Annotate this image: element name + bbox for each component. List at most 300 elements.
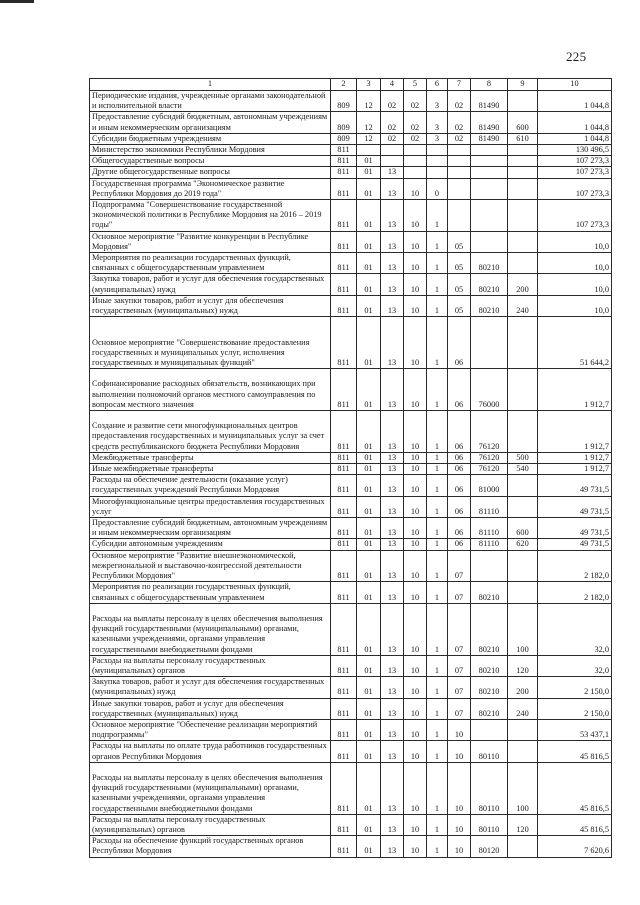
row-code-subsection: 13 <box>381 369 404 411</box>
row-code-program: 10 <box>404 550 427 582</box>
header-col-9: 9 <box>508 79 538 91</box>
header-col-7: 7 <box>448 79 471 91</box>
row-code-ministry: 811 <box>331 317 357 369</box>
table-row <box>90 603 612 655</box>
row-code-direction: 81110 <box>471 518 508 539</box>
row-code-ministry: 811 <box>331 369 357 411</box>
row-code-section: 01 <box>357 295 381 316</box>
table-row <box>90 762 612 814</box>
header-col-5: 5 <box>404 79 427 91</box>
table-row <box>90 145 612 156</box>
row-amount: 10,0 <box>538 295 612 316</box>
row-code-expense-type <box>508 253 538 274</box>
row-code-subsection: 13 <box>381 452 404 463</box>
row-code-direction: 80210 <box>471 253 508 274</box>
row-name: Субсидии бюджетным учреждениям <box>90 133 331 144</box>
row-code-section: 01 <box>357 178 381 199</box>
row-code-section: 01 <box>357 698 381 719</box>
row-code-section: 01 <box>357 762 381 814</box>
row-code-ministry: 811 <box>331 836 357 857</box>
row-amount: 10,0 <box>538 231 612 252</box>
row-code-program: 10 <box>404 475 427 496</box>
table-header-row <box>90 79 612 91</box>
row-amount: 107 273,3 <box>538 200 612 232</box>
row-code-activity: 06 <box>448 317 471 369</box>
table-row <box>90 814 612 835</box>
row-code-subprogram: 1 <box>427 539 448 550</box>
table-row <box>90 452 612 463</box>
row-code-direction: 80210 <box>471 603 508 655</box>
row-code-subprogram: 1 <box>427 274 448 295</box>
row-code-section: 01 <box>357 496 381 517</box>
row-code-activity: 07 <box>448 582 471 603</box>
row-code-subprogram: 1 <box>427 550 448 582</box>
row-code-program: 10 <box>404 411 427 453</box>
row-code-ministry: 811 <box>331 655 357 676</box>
row-code-activity: 07 <box>448 677 471 698</box>
row-code-subprogram <box>427 167 448 178</box>
row-code-subprogram: 1 <box>427 518 448 539</box>
row-code-ministry: 811 <box>331 475 357 496</box>
row-code-activity: 06 <box>448 452 471 463</box>
row-code-subsection: 13 <box>381 496 404 517</box>
row-name: Создание и развитие сети многофункциональных центров предоставления государственных и муниципальных услуг за счет средств республиканского бюджета Республики Мордовия <box>90 411 331 453</box>
table-row <box>90 836 612 857</box>
row-code-subprogram: 1 <box>427 603 448 655</box>
table-row <box>90 496 612 517</box>
row-code-subsection: 13 <box>381 655 404 676</box>
row-code-expense-type: 540 <box>508 464 538 475</box>
header-col-1: 1 <box>90 79 331 91</box>
row-code-subsection: 13 <box>381 836 404 857</box>
row-code-expense-type <box>508 496 538 517</box>
row-code-program: 10 <box>404 200 427 232</box>
row-amount: 49 731,5 <box>538 496 612 517</box>
row-amount: 1 044,8 <box>538 112 612 133</box>
row-code-activity <box>448 167 471 178</box>
header-col-4: 4 <box>381 79 404 91</box>
table-row <box>90 550 612 582</box>
row-code-ministry: 809 <box>331 133 357 144</box>
row-name: Субсидии автономным учреждениям <box>90 539 331 550</box>
row-code-program: 10 <box>404 719 427 740</box>
row-code-expense-type <box>508 145 538 156</box>
row-code-program: 02 <box>404 112 427 133</box>
row-code-subprogram: 0 <box>427 178 448 199</box>
row-code-subsection: 13 <box>381 677 404 698</box>
row-code-expense-type: 100 <box>508 762 538 814</box>
row-amount: 51 644,2 <box>538 317 612 369</box>
row-code-section: 01 <box>357 369 381 411</box>
row-code-direction: 81490 <box>471 112 508 133</box>
row-name: Межбюджетные трансферты <box>90 452 331 463</box>
row-code-subsection: 13 <box>381 317 404 369</box>
row-code-direction: 81490 <box>471 133 508 144</box>
header-col-6: 6 <box>427 79 448 91</box>
row-code-program: 10 <box>404 178 427 199</box>
row-code-subsection: 13 <box>381 274 404 295</box>
table-row <box>90 112 612 133</box>
row-code-section: 01 <box>357 253 381 274</box>
row-code-activity: 06 <box>448 411 471 453</box>
row-code-program <box>404 145 427 156</box>
row-code-subprogram: 1 <box>427 475 448 496</box>
row-code-subsection: 02 <box>381 133 404 144</box>
row-code-activity: 06 <box>448 518 471 539</box>
row-code-ministry: 811 <box>331 274 357 295</box>
row-code-direction <box>471 167 508 178</box>
row-code-subprogram: 1 <box>427 836 448 857</box>
table-row <box>90 167 612 178</box>
row-code-section: 01 <box>357 200 381 232</box>
row-code-activity <box>448 178 471 199</box>
row-code-subprogram: 1 <box>427 411 448 453</box>
row-code-subsection: 13 <box>381 475 404 496</box>
row-code-program: 10 <box>404 231 427 252</box>
row-amount: 107 273,3 <box>538 167 612 178</box>
row-code-subprogram: 1 <box>427 762 448 814</box>
row-name: Расходы на обеспечение функций государственных органов Республики Мордовия <box>90 836 331 857</box>
row-code-expense-type <box>508 178 538 199</box>
row-code-section: 01 <box>357 518 381 539</box>
row-code-section: 01 <box>357 475 381 496</box>
table-row <box>90 253 612 274</box>
row-code-program: 10 <box>404 603 427 655</box>
row-code-section: 01 <box>357 677 381 698</box>
table-row <box>90 200 612 232</box>
row-code-section: 01 <box>357 655 381 676</box>
row-code-section: 01 <box>357 814 381 835</box>
row-code-direction: 81110 <box>471 539 508 550</box>
row-code-program: 10 <box>404 741 427 762</box>
row-code-subprogram: 3 <box>427 112 448 133</box>
row-name: Мероприятия по реализации государственных функций, связанных с общегосударственным управлением <box>90 253 331 274</box>
row-code-direction: 80210 <box>471 274 508 295</box>
row-code-direction: 76120 <box>471 464 508 475</box>
row-code-section: 12 <box>357 91 381 112</box>
table-row <box>90 91 612 112</box>
row-code-direction: 81490 <box>471 91 508 112</box>
row-code-expense-type <box>508 317 538 369</box>
row-code-expense-type <box>508 719 538 740</box>
row-code-section: 01 <box>357 464 381 475</box>
row-code-section: 01 <box>357 582 381 603</box>
row-code-expense-type: 600 <box>508 112 538 133</box>
row-code-subsection <box>381 156 404 167</box>
row-code-program: 10 <box>404 539 427 550</box>
row-code-ministry: 811 <box>331 231 357 252</box>
row-code-expense-type <box>508 167 538 178</box>
row-code-direction <box>471 719 508 740</box>
table-row <box>90 464 612 475</box>
header-col-3: 3 <box>357 79 381 91</box>
row-code-subsection: 13 <box>381 719 404 740</box>
row-code-section: 01 <box>357 550 381 582</box>
row-name: Расходы на выплаты персоналу государственных (муниципальных) органов <box>90 814 331 835</box>
row-name: Основное мероприятие "Совершенствование предоставления государственных и муниципальных услуг, исполнения государственных и муниципальных функций" <box>90 317 331 369</box>
row-code-subsection: 13 <box>381 464 404 475</box>
row-code-ministry: 809 <box>331 112 357 133</box>
row-code-expense-type: 120 <box>508 814 538 835</box>
row-code-expense-type <box>508 836 538 857</box>
row-code-section: 01 <box>357 836 381 857</box>
row-code-subprogram: 3 <box>427 133 448 144</box>
row-code-expense-type <box>508 91 538 112</box>
row-amount: 1 912,7 <box>538 464 612 475</box>
row-code-subsection: 13 <box>381 741 404 762</box>
row-code-expense-type: 600 <box>508 518 538 539</box>
row-code-direction: 80210 <box>471 677 508 698</box>
row-name: Общегосударственные вопросы <box>90 156 331 167</box>
row-code-program: 10 <box>404 452 427 463</box>
table-row <box>90 655 612 676</box>
budget-table <box>89 78 612 858</box>
row-code-ministry: 811 <box>331 464 357 475</box>
row-code-activity: 06 <box>448 539 471 550</box>
row-code-expense-type: 240 <box>508 698 538 719</box>
row-code-direction: 80210 <box>471 698 508 719</box>
row-code-program <box>404 156 427 167</box>
row-code-program: 02 <box>404 91 427 112</box>
row-code-program: 10 <box>404 698 427 719</box>
row-code-expense-type: 620 <box>508 539 538 550</box>
row-code-subprogram: 1 <box>427 295 448 316</box>
row-code-program: 10 <box>404 253 427 274</box>
row-amount: 45 816,5 <box>538 762 612 814</box>
row-code-subprogram: 1 <box>427 369 448 411</box>
row-amount: 2 150,0 <box>538 677 612 698</box>
row-code-activity: 02 <box>448 133 471 144</box>
row-code-subsection: 13 <box>381 200 404 232</box>
row-code-subprogram: 1 <box>427 655 448 676</box>
row-name: Многофункциональные центры предоставления государственных услуг <box>90 496 331 517</box>
row-name: Закупка товаров, работ и услуг для обеспечения государственных (муниципальных) нужд <box>90 677 331 698</box>
row-name: Иные закупки товаров, работ и услуг для обеспечения государственных (муниципальных) нужд <box>90 295 331 316</box>
row-name: Расходы на выплаты персоналу в целях обеспечения выполнения функций государственными (муниципальными) органами, казенными учреждениями, органами управления государственными внебюджетными фондами <box>90 762 331 814</box>
row-code-activity: 05 <box>448 253 471 274</box>
table-row <box>90 274 612 295</box>
row-code-program: 02 <box>404 133 427 144</box>
row-code-section: 01 <box>357 452 381 463</box>
row-code-expense-type: 200 <box>508 274 538 295</box>
row-code-ministry: 811 <box>331 145 357 156</box>
row-code-subprogram: 1 <box>427 231 448 252</box>
row-code-direction <box>471 550 508 582</box>
row-amount: 1 912,7 <box>538 452 612 463</box>
row-code-section: 01 <box>357 231 381 252</box>
row-code-direction <box>471 178 508 199</box>
row-code-expense-type: 500 <box>508 452 538 463</box>
row-code-program: 10 <box>404 677 427 698</box>
row-name: Периодические издания, учрежденные органами законодательной и исполнительной власти <box>90 91 331 112</box>
row-code-ministry: 811 <box>331 814 357 835</box>
row-code-section: 01 <box>357 603 381 655</box>
row-code-activity: 02 <box>448 91 471 112</box>
row-code-activity: 05 <box>448 295 471 316</box>
row-amount: 10,0 <box>538 253 612 274</box>
row-code-subsection: 13 <box>381 253 404 274</box>
row-code-direction: 80110 <box>471 741 508 762</box>
row-code-ministry: 811 <box>331 719 357 740</box>
row-code-program: 10 <box>404 655 427 676</box>
row-name: Другие общегосударственные вопросы <box>90 167 331 178</box>
row-code-direction: 76120 <box>471 411 508 453</box>
row-amount: 45 816,5 <box>538 741 612 762</box>
row-code-section: 01 <box>357 167 381 178</box>
row-code-subprogram: 3 <box>427 91 448 112</box>
row-code-subprogram <box>427 145 448 156</box>
row-code-section: 01 <box>357 411 381 453</box>
row-code-activity: 06 <box>448 369 471 411</box>
row-code-program: 10 <box>404 518 427 539</box>
row-code-section <box>357 145 381 156</box>
row-code-subsection: 13 <box>381 698 404 719</box>
row-code-direction: 81110 <box>471 496 508 517</box>
row-code-expense-type <box>508 582 538 603</box>
row-amount: 45 816,5 <box>538 814 612 835</box>
row-amount: 2 182,0 <box>538 582 612 603</box>
row-code-subprogram: 1 <box>427 741 448 762</box>
row-amount: 1 912,7 <box>538 369 612 411</box>
table-row <box>90 677 612 698</box>
table-row <box>90 317 612 369</box>
table-row <box>90 295 612 316</box>
row-amount: 2 182,0 <box>538 550 612 582</box>
row-name: Мероприятия по реализации государственных функций, связанных с общегосударственным управлением <box>90 582 331 603</box>
row-code-subprogram: 1 <box>427 464 448 475</box>
row-code-expense-type <box>508 156 538 167</box>
row-name: Иные межбюджетные трансферты <box>90 464 331 475</box>
row-code-activity: 10 <box>448 719 471 740</box>
row-amount: 32,0 <box>538 603 612 655</box>
row-code-activity: 10 <box>448 741 471 762</box>
row-code-section: 01 <box>357 719 381 740</box>
row-code-expense-type <box>508 411 538 453</box>
table-row <box>90 698 612 719</box>
row-code-ministry: 811 <box>331 539 357 550</box>
row-code-expense-type <box>508 200 538 232</box>
row-code-subsection: 13 <box>381 231 404 252</box>
row-code-ministry: 811 <box>331 452 357 463</box>
row-code-expense-type <box>508 741 538 762</box>
row-amount: 10,0 <box>538 274 612 295</box>
table-row <box>90 539 612 550</box>
row-name: Расходы на обеспечение деятельности (оказание услуг) государственных учреждений Республики Мордовия <box>90 475 331 496</box>
row-code-subsection: 13 <box>381 178 404 199</box>
row-code-activity: 02 <box>448 112 471 133</box>
row-code-expense-type <box>508 550 538 582</box>
row-code-activity: 05 <box>448 274 471 295</box>
row-amount: 2 150,0 <box>538 698 612 719</box>
row-amount: 49 731,5 <box>538 475 612 496</box>
row-code-program: 10 <box>404 274 427 295</box>
row-code-direction: 80210 <box>471 582 508 603</box>
row-code-subprogram: 1 <box>427 719 448 740</box>
row-code-activity: 07 <box>448 603 471 655</box>
row-code-activity: 05 <box>448 231 471 252</box>
row-name: Иные закупки товаров, работ и услуг для обеспечения государственных (муниципальных) нужд <box>90 698 331 719</box>
row-name: Основное мероприятие "Развитие внешнеэкономической, межрегиональной и выставочно-конгрессной деятельности Республики Мордовия" <box>90 550 331 582</box>
row-code-program: 10 <box>404 836 427 857</box>
row-code-program: 10 <box>404 369 427 411</box>
row-code-ministry: 811 <box>331 518 357 539</box>
row-code-activity <box>448 145 471 156</box>
row-amount: 32,0 <box>538 655 612 676</box>
row-code-activity: 06 <box>448 464 471 475</box>
row-code-ministry: 811 <box>331 200 357 232</box>
row-code-expense-type: 240 <box>508 295 538 316</box>
header-col-2: 2 <box>331 79 357 91</box>
row-code-subsection: 13 <box>381 582 404 603</box>
row-amount: 107 273,3 <box>538 178 612 199</box>
row-code-ministry: 811 <box>331 178 357 199</box>
row-code-subsection: 13 <box>381 762 404 814</box>
row-code-ministry: 811 <box>331 496 357 517</box>
row-code-ministry: 811 <box>331 156 357 167</box>
scan-edge-mark <box>0 0 34 3</box>
page-number: 225 <box>566 49 587 64</box>
row-name: Предоставление субсидий бюджетным, автономным учреждениям и иным некоммерческим организациям <box>90 112 331 133</box>
row-code-direction: 81000 <box>471 475 508 496</box>
row-code-activity: 07 <box>448 550 471 582</box>
row-code-section: 01 <box>357 741 381 762</box>
row-code-subprogram: 1 <box>427 582 448 603</box>
row-code-subprogram: 1 <box>427 698 448 719</box>
row-amount: 130 496,5 <box>538 145 612 156</box>
row-code-activity: 06 <box>448 496 471 517</box>
row-code-expense-type <box>508 231 538 252</box>
row-name: Софинансирование расходных обязательств, возникающих при выполнении полномочий органов местного самоуправления по вопросам местного значения <box>90 369 331 411</box>
row-amount: 49 731,5 <box>538 539 612 550</box>
row-code-ministry: 811 <box>331 603 357 655</box>
table-row <box>90 741 612 762</box>
row-code-subsection: 13 <box>381 539 404 550</box>
row-code-program: 10 <box>404 464 427 475</box>
row-code-expense-type <box>508 475 538 496</box>
table-body <box>90 91 612 858</box>
row-code-section: 01 <box>357 156 381 167</box>
row-name: Предоставление субсидий бюджетным, автономным учреждениям и иным некоммерческим организациям <box>90 518 331 539</box>
header-col-10: 10 <box>538 79 612 91</box>
row-name: Расходы на выплаты персоналу в целях обеспечения выполнения функций государственными (муниципальными) органами, казенными учреждениями, органами управления государственными внебюджетными фондами <box>90 603 331 655</box>
row-name: Основное мероприятие "Обеспечение реализации мероприятий подпрограммы" <box>90 719 331 740</box>
row-code-ministry: 811 <box>331 550 357 582</box>
row-amount: 7 620,6 <box>538 836 612 857</box>
row-code-expense-type: 610 <box>508 133 538 144</box>
row-code-ministry: 811 <box>331 741 357 762</box>
row-code-ministry: 811 <box>331 253 357 274</box>
row-code-ministry: 809 <box>331 91 357 112</box>
row-code-ministry: 811 <box>331 698 357 719</box>
row-code-section: 12 <box>357 112 381 133</box>
row-code-ministry: 811 <box>331 411 357 453</box>
row-code-direction: 80210 <box>471 655 508 676</box>
row-code-activity: 10 <box>448 836 471 857</box>
row-code-subsection <box>381 145 404 156</box>
row-code-ministry: 811 <box>331 677 357 698</box>
table-row <box>90 518 612 539</box>
table-row <box>90 411 612 453</box>
row-code-subsection: 13 <box>381 411 404 453</box>
row-code-activity: 07 <box>448 655 471 676</box>
row-code-program: 10 <box>404 496 427 517</box>
row-code-subprogram <box>427 156 448 167</box>
row-amount: 49 731,5 <box>538 518 612 539</box>
row-code-program: 10 <box>404 317 427 369</box>
row-code-direction: 76120 <box>471 452 508 463</box>
row-amount: 1 912,7 <box>538 411 612 453</box>
row-code-subprogram: 1 <box>427 814 448 835</box>
